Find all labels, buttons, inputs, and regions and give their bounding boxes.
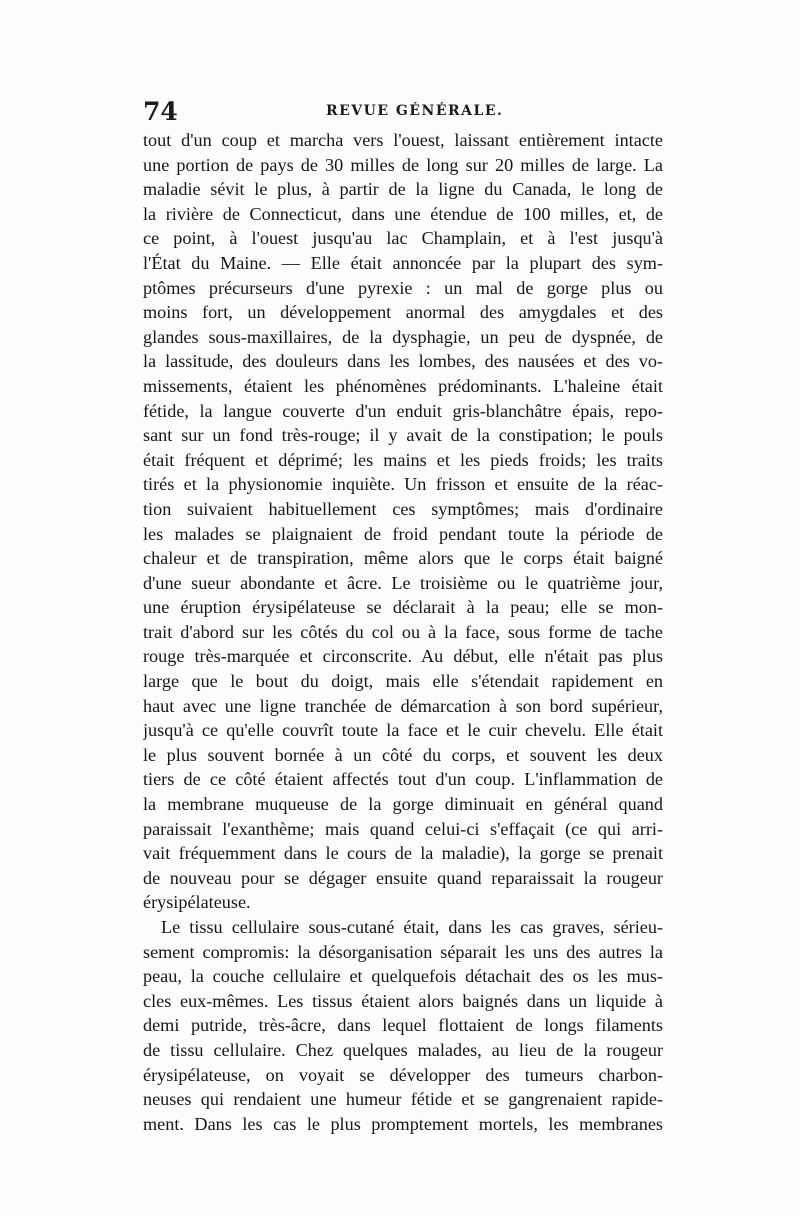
text-line: l'État du Maine. — Elle était annoncée par la plupart des sym- <box>143 252 663 273</box>
text-line: jusqu'à ce qu'elle couvrît toute la face et le cuir chevelu. Elle était <box>143 720 663 741</box>
body-text <box>143 128 663 1136</box>
text-line: cles eux-mêmes. Les tissus étaient alors baignés dans un liquide à <box>143 990 663 1011</box>
text-line: une portion de pays de 30 milles de long sur 20 milles de large. La <box>143 154 663 175</box>
text-line: érysipélateuse. <box>143 892 251 913</box>
text-line: Le tissu cellulaire sous-cutané était, dans les cas graves, sérieu- <box>161 917 663 937</box>
text-line: de nouveau pour se dégager ensuite quand reparaissait la rougeur <box>143 867 663 888</box>
text-line: missements, étaient les phénomènes prédominants. L'haleine était <box>143 375 663 396</box>
text-line: sant sur un fond très-rouge; il y avait de la constipation; le pouls <box>143 425 663 446</box>
text-line: paraissait l'exanthème; mais quand celui-ci s'effaçait (ce qui arri- <box>143 818 663 839</box>
text-line: trait d'abord sur les côtés du col ou à la face, sous forme de tache <box>143 621 663 642</box>
text-line: ment. Dans les cas le plus promptement mortels, les membranes <box>143 1113 663 1134</box>
text-line: de tissu cellulaire. Chez quelques malades, au lieu de la rougeur <box>143 1039 663 1060</box>
page-header <box>143 97 663 127</box>
text-line: était fréquent et déprimé; les mains et les pieds froids; les traits <box>143 449 663 470</box>
text-line: tirés et la physionomie inquiète. Un frisson et ensuite de la réac- <box>143 474 663 495</box>
text-line: glandes sous-maxillaires, de la dysphagie, un peu de dyspnée, de <box>143 326 663 347</box>
text-line: chaleur et de transpiration, même alors que le corps était baigné <box>143 548 663 569</box>
text-line: maladie sévit le plus, à partir de la ligne du Canada, le long de <box>143 179 663 200</box>
text-line: tout d'un coup et marcha vers l'ouest, laissant entièrement intacte <box>143 130 663 150</box>
text-line: demi putride, très-âcre, dans lequel flottaient de longs filaments <box>143 1015 663 1036</box>
text-line: fétide, la langue couverte d'un enduit gris-blanchâtre épais, repo- <box>143 400 663 421</box>
text-line: la rivière de Connecticut, dans une étendue de 100 milles, et, de <box>143 203 663 224</box>
text-line: la membrane muqueuse de la gorge diminuait en général quand <box>143 794 663 815</box>
text-line: ce point, à l'ouest jusqu'au lac Champlain, et à l'est jusqu'à <box>143 228 663 249</box>
text-line: peau, la couche cellulaire et quelquefois détachait des os les mus- <box>143 966 663 987</box>
text-line: ptômes précurseurs d'une pyrexie : un mal de gorge plus ou <box>143 277 663 298</box>
text-line: sement compromis: la désorganisation séparait les uns des autres la <box>143 941 663 962</box>
text-line: la lassitude, des douleurs dans les lombes, des nausées et des vo- <box>143 351 663 372</box>
text-line: d'une sueur abondante et âcre. Le troisième ou le quatrième jour, <box>143 572 663 593</box>
running-title: REVUE GÉNÉRALE. <box>326 103 504 119</box>
text-line: vait fréquemment dans le cours de la maladie), la gorge se prenait <box>143 843 663 864</box>
page-number: 74 <box>143 97 178 126</box>
text-line: moins fort, un développement anormal des amygdales et des <box>143 302 663 323</box>
text-line: une éruption érysipélateuse se déclarait à la peau; elle se mon- <box>143 597 663 618</box>
text-line: rouge très-marquée et circonscrite. Au début, elle n'était pas plus <box>143 646 663 667</box>
text-line: haut avec une ligne tranchée de démarcation à son bord supérieur, <box>143 695 663 716</box>
text-line: tion suivaient habituellement ces symptômes; mais d'ordinaire <box>143 498 663 519</box>
text-line: large que le bout du doigt, mais elle s'étendait rapidement en <box>143 671 663 692</box>
text-line: les malades se plaignaient de froid pendant toute la période de <box>143 523 663 544</box>
text-line: le plus souvent bornée à un côté du corps, et souvent les deux <box>143 744 663 765</box>
text-line: neuses qui rendaient une humeur fétide et se gangrenaient rapide- <box>143 1089 663 1110</box>
text-line: érysipélateuse, on voyait se développer des tumeurs charbon- <box>143 1064 663 1085</box>
text-line: tiers de ce côté étaient affectés tout d'un coup. L'inflammation de <box>143 769 663 790</box>
